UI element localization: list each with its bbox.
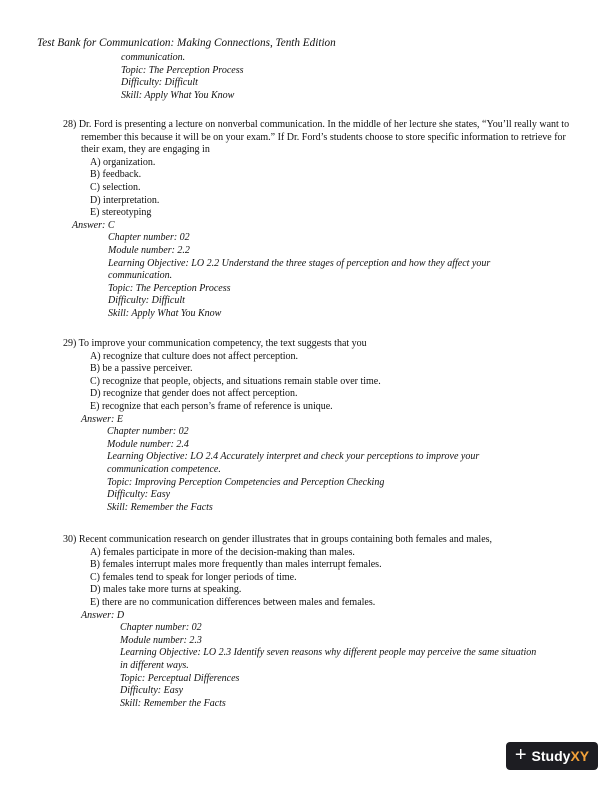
difficulty: Difficulty: Easy bbox=[120, 685, 184, 697]
module: Module number: 2.4 bbox=[107, 438, 189, 450]
option: E) stereotyping bbox=[90, 207, 152, 219]
chapter: Chapter number: 02 bbox=[108, 232, 190, 244]
option: B) be a passive perceiver. bbox=[90, 363, 193, 375]
skill: Skill: Remember the Facts bbox=[120, 697, 226, 709]
topic: Topic: Perceptual Differences bbox=[120, 672, 240, 684]
chapter: Chapter number: 02 bbox=[120, 622, 202, 634]
badge-brand: Study bbox=[531, 748, 571, 764]
question-metadata bbox=[108, 232, 581, 320]
answer: Answer: C bbox=[72, 219, 115, 231]
question-30 bbox=[63, 534, 581, 710]
page-header: Test Bank for Communication: Making Connections, Tenth Edition bbox=[37, 37, 336, 49]
learning-objective: Learning Objective: LO 2.2 Understand the three stages of perception and how they affect your communication. bbox=[108, 257, 491, 282]
chapter: Chapter number: 02 bbox=[107, 426, 189, 438]
question-stem: 28) Dr. Ford is presenting a lecture on nonverbal communication. In the middle of her lecture she states, “You’ll really want to remember this because it will be on your exam.” If Dr. Ford’s students choose to store specific information to retrieve for their exam, they are engaging in bbox=[63, 119, 570, 156]
prev-line: Topic: The Perception Process bbox=[121, 64, 244, 76]
option: C) recognize that people, objects, and situations remain stable over time. bbox=[90, 375, 381, 387]
question-metadata bbox=[107, 426, 581, 514]
studyxy-badge[interactable] bbox=[506, 742, 598, 770]
question-metadata bbox=[120, 622, 581, 710]
option: C) selection. bbox=[90, 181, 141, 193]
module: Module number: 2.2 bbox=[108, 244, 190, 256]
question-29 bbox=[63, 338, 581, 514]
skill: Skill: Remember the Facts bbox=[107, 501, 213, 513]
answer: Answer: D bbox=[81, 609, 125, 621]
prev-line: Skill: Apply What You Know bbox=[121, 89, 235, 101]
topic: Topic: Improving Perception Competencies and Perception Checking bbox=[107, 476, 385, 488]
option: D) males take more turns at speaking. bbox=[90, 584, 242, 596]
option: E) there are no communication differences between males and females. bbox=[90, 596, 376, 608]
question-28 bbox=[63, 119, 581, 321]
previous-question-tail bbox=[121, 52, 243, 102]
option: B) females interrupt males more frequently than males interrupt females. bbox=[90, 559, 382, 571]
option: A) recognize that culture does not affect perception. bbox=[90, 350, 299, 362]
prev-line: Difficulty: Difficult bbox=[121, 77, 198, 89]
skill: Skill: Apply What You Know bbox=[108, 307, 222, 319]
badge-label bbox=[532, 748, 590, 764]
module: Module number: 2.3 bbox=[120, 634, 202, 646]
topic: Topic: The Perception Process bbox=[108, 282, 231, 294]
learning-objective: Learning Objective: LO 2.3 Identify seven reasons why different people may perceive the same situation in different ways. bbox=[120, 647, 537, 671]
options-list bbox=[63, 351, 581, 414]
option: E) recognize that each person’s frame of reference is unique. bbox=[90, 400, 333, 412]
options-list bbox=[63, 157, 581, 220]
option: C) females tend to speak for longer periods of time. bbox=[90, 571, 297, 583]
option: A) females participate in more of the decision-making than males. bbox=[90, 546, 355, 558]
prev-line: communication. bbox=[121, 52, 186, 63]
question-stem: 30) Recent communication research on gender illustrates that in groups containing both females and males, bbox=[63, 534, 493, 545]
option: A) organization. bbox=[90, 156, 156, 168]
option: B) feedback. bbox=[90, 169, 142, 181]
option: D) interpretation. bbox=[90, 194, 160, 206]
options-list bbox=[63, 547, 581, 610]
difficulty: Difficulty: Easy bbox=[107, 489, 171, 501]
difficulty: Difficulty: Difficult bbox=[108, 295, 185, 307]
answer: Answer: E bbox=[81, 413, 123, 425]
badge-brand-accent: XY bbox=[570, 748, 590, 764]
plus-icon: + bbox=[514, 744, 527, 766]
question-stem: 29) To improve your communication competency, the text suggests that you bbox=[63, 338, 367, 349]
learning-objective: Learning Objective: LO 2.4 Accurately interpret and check your perceptions to improve your communication competence. bbox=[107, 451, 480, 475]
option: D) recognize that gender does not affect perception. bbox=[90, 388, 298, 400]
